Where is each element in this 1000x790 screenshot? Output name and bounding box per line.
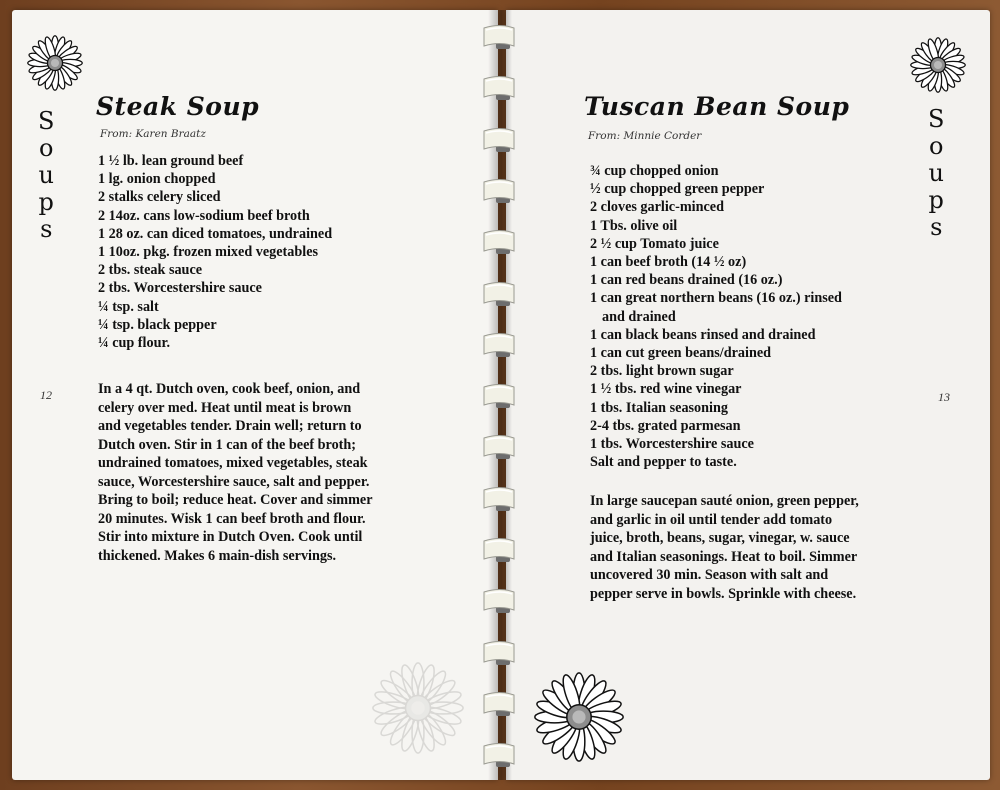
daisy-center-inner [934,61,942,69]
daisy-icon [26,34,84,92]
ingredient-item: 2 ½ cup Tomato juice [590,235,719,252]
binding-coil [480,127,520,153]
recipe-author: From: Karen Braatz [100,128,206,140]
directions-line: 20 minutes. Wisk 1 can beef broth and flour. [98,510,366,527]
ingredient-item: 1 can black beans rinsed and drained [590,326,816,343]
directions-line: and vegetables tender. Drain well; return to [98,418,362,434]
binding-coil [480,383,520,409]
directions-line: sauce, Worcestershire sauce, salt and pepper. [98,473,370,490]
section-letter: o [929,132,944,160]
right-page [506,10,990,780]
ingredient-item: 2-4 tbs. grated parmesan [590,417,741,434]
binding-coil [480,588,520,614]
directions-line: and Italian seasonings. Heat to boil. Simmer [590,548,858,565]
daisy-center-inner [51,59,59,67]
daisy-svg [909,36,967,94]
show-through-daisy-icon [370,660,466,756]
directions-line: pepper serve in bowls. Sprinkle with cheese. [590,585,857,602]
ingredient-item: 2 stalks celery sliced [98,189,221,206]
section-label-vertical [928,106,944,241]
directions-line: juice, broth, beans, sugar, vinegar, w. sauce [590,530,850,546]
section-label-vertical [38,108,54,243]
page-number: 12 [40,388,52,402]
daisy-center-inner [411,701,424,714]
directions-line: celery over med. Heat until meat is brown [98,399,352,416]
recipe-title: Tuscan Bean Soup [584,92,850,121]
section-letter: o [39,134,54,162]
ingredient-item: ¼ tsp. black pepper [98,316,217,333]
daisy-center-inner [572,710,585,723]
ingredient-item: 1 can red beans drained (16 oz.) [590,272,783,289]
ingredient-item: ¾ cup chopped onion [590,163,719,179]
ingredient-item: and drained [602,308,676,325]
section-letter: u [38,161,54,189]
binding-coil [480,486,520,512]
ingredient-item: 2 tbs. steak sauce [98,262,203,279]
ingredient-item: 1 can great northern beans (16 oz.) rinsed [590,290,842,307]
binding-coil [480,434,520,460]
binding-coil [480,24,520,50]
daisy-svg [26,34,84,92]
section-letter: p [928,186,944,214]
directions-paragraph [590,492,859,603]
ingredient-item: 2 14oz. cans low-sodium beef broth [98,207,310,224]
ingredient-list [590,162,842,471]
ingredient-item: Salt and pepper to taste. [590,454,737,471]
ingredient-item: ¼ tsp. salt [98,298,159,315]
directions-line: undrained tomatoes, mixed vegetables, steak [98,455,368,471]
section-letter: S [928,105,945,133]
directions-line: Bring to boil; reduce heat. Cover and simmer [98,492,373,508]
section-letter: S [38,107,55,135]
ingredient-item: 1 tbs. Worcestershire sauce [590,436,754,453]
binding-coil [480,537,520,563]
section-letter: s [40,215,53,243]
ingredient-list [98,152,332,352]
directions-line: and garlic in oil until tender add tomato [590,511,833,528]
section-letter: s [930,213,943,241]
ingredient-item: 1 Tbs. olive oil [590,217,678,234]
ingredient-item: 1 can cut green beans/drained [590,345,772,362]
left-page [12,10,498,780]
binding-coil [480,742,520,768]
ingredient-item: 1 lg. onion chopped [98,171,216,188]
binding-coil [480,281,520,307]
directions-paragraph [98,380,373,565]
binding-coil [480,691,520,717]
binding-coil [480,178,520,204]
ingredient-item: 2 cloves garlic-minced [590,199,724,216]
binding-coil [480,75,520,101]
ingredient-item: ¼ cup flour. [98,335,171,352]
ingredient-item: 1 ½ lb. lean ground beef [98,153,244,169]
ingredient-item: 1 can beef broth (14 ½ oz) [590,254,747,271]
binding-coil [480,229,520,255]
binding-coil [480,332,520,358]
directions-line: Stir into mixture in Dutch Oven. Cook until [98,529,363,545]
ingredient-item: 1 tbs. Italian seasoning [590,399,728,416]
directions-line: In large saucepan sauté onion, green pepper, [590,493,859,509]
ingredient-item: 2 tbs. Worcestershire sauce [98,280,262,297]
daisy-svg [532,670,626,764]
ingredient-item: ½ cup chopped green pepper [590,181,765,198]
directions-line: Dutch oven. Stir in 1 can of the beef broth; [98,436,357,453]
section-letter: u [928,159,944,187]
directions-line: In a 4 qt. Dutch oven, cook beef, onion, and [98,381,361,397]
directions-line: thickened. Makes 6 main-dish servings. [98,547,337,564]
ingredient-item: 1 ½ tbs. red wine vinegar [590,381,742,398]
binding-coil [480,640,520,666]
directions-line: uncovered 30 min. Season with salt and [590,567,829,583]
ingredient-item: 2 tbs. light brown sugar [590,363,734,380]
daisy-svg [370,660,466,756]
daisy-icon [909,36,967,94]
section-letter: p [38,188,54,216]
daisy-icon [532,670,626,764]
ingredient-item: 1 28 oz. can diced tomatoes, undrained [98,225,333,242]
recipe-title: Steak Soup [96,92,260,121]
ingredient-item: 1 10oz. pkg. frozen mixed vegetables [98,244,319,261]
page-number: 13 [938,390,950,404]
recipe-author: From: Minnie Corder [588,130,702,142]
